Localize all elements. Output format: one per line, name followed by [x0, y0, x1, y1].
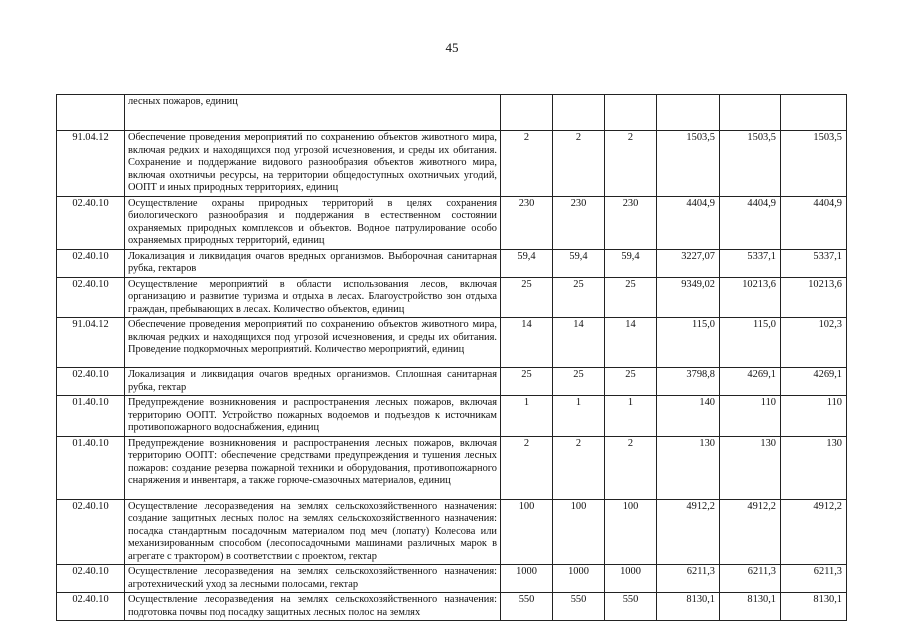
table-row: [57, 131, 847, 197]
row-value: [720, 95, 781, 131]
row-value: 2: [605, 131, 657, 197]
row-value: 5337,1: [720, 249, 781, 277]
table-row: [57, 249, 847, 277]
row-value: 14: [501, 318, 553, 368]
row-value: 230: [501, 196, 553, 249]
row-value: 110: [720, 396, 781, 437]
row-value: 115,0: [720, 318, 781, 368]
row-value: 4404,9: [657, 196, 720, 249]
table-row: [57, 368, 847, 396]
row-value: 1000: [501, 565, 553, 593]
row-value: 9349,02: [657, 277, 720, 318]
row-value: [605, 95, 657, 131]
row-code: 02.40.10: [57, 565, 125, 593]
row-value: 550: [605, 593, 657, 621]
row-value: 100: [605, 499, 657, 565]
table-row: [57, 396, 847, 437]
row-value: 140: [657, 396, 720, 437]
row-value: 4404,9: [781, 196, 847, 249]
row-value: 1503,5: [781, 131, 847, 197]
row-value: 25: [605, 277, 657, 318]
row-value: 100: [553, 499, 605, 565]
row-value: 6211,3: [720, 565, 781, 593]
table-row: [57, 565, 847, 593]
table-row: [57, 436, 847, 499]
table-row: [57, 196, 847, 249]
row-value: 3227,07: [657, 249, 720, 277]
row-value: 25: [501, 368, 553, 396]
row-description: Локализация и ликвидация очагов вредных организмов. Выборочная санитарная рубка, гектаров: [125, 249, 501, 277]
row-description: Обеспечение проведения мероприятий по сохранению объектов животного мира, включая редких и находящихся под угрозой исчезновения, и среды их обитания. Проведение подкормочных мероприятий. Количество мероприятий, единиц: [125, 318, 501, 368]
row-value: 1000: [605, 565, 657, 593]
row-description: Предупреждение возникновения и распространения лесных пожаров, включая территорию ООПТ: обеспечение средствами предупреждения и тушения лесных пожаров: создание резерва пожарной техники и оборудования, противопожарного снаряжения и инвентаря, а также горюче-смазочных материалов, единиц: [125, 436, 501, 499]
row-value: 14: [553, 318, 605, 368]
row-code: 01.40.10: [57, 436, 125, 499]
table-row: [57, 593, 847, 621]
row-value: 10213,6: [781, 277, 847, 318]
table-row: [57, 318, 847, 368]
row-description: Осуществление лесоразведения на землях сельскохозяйственного назначения: агротехнический уход за лесными полосами, гектар: [125, 565, 501, 593]
row-code: 02.40.10: [57, 196, 125, 249]
row-value: [781, 95, 847, 131]
row-value: 100: [501, 499, 553, 565]
row-code: 02.40.10: [57, 249, 125, 277]
row-code: 02.40.10: [57, 277, 125, 318]
table-row: [57, 277, 847, 318]
row-value: 8130,1: [657, 593, 720, 621]
row-value: 2: [553, 436, 605, 499]
row-value: 25: [553, 368, 605, 396]
row-code: 02.40.10: [57, 593, 125, 621]
row-code: 91.04.12: [57, 318, 125, 368]
row-value: [501, 95, 553, 131]
row-value: 59,4: [501, 249, 553, 277]
row-code: 91.04.12: [57, 131, 125, 197]
row-description: Осуществление лесоразведения на землях сельскохозяйственного назначения: создание защитных лесных полос на землях сельскохозяйственного назначения: посадка стандартным посадочным материалом под меч (лопату) Колесова или механизированным способом (лесопосадочными машинами различных марок в агрегате с трактором) в соответствии с проектом, гектар: [125, 499, 501, 565]
services-table: [56, 94, 847, 621]
row-value: 1: [605, 396, 657, 437]
row-description: Осуществление охраны природных территорий в целях сохранения биологического разнообразия и поддержания в естественном состоянии охраняемых природных комплексов и объектов. Водное патрулирование особо охраняемых природных территорий, единиц: [125, 196, 501, 249]
row-value: 102,3: [781, 318, 847, 368]
row-value: 1: [553, 396, 605, 437]
row-value: 1: [501, 396, 553, 437]
row-value: 59,4: [553, 249, 605, 277]
row-value: 2: [553, 131, 605, 197]
row-value: 4912,2: [781, 499, 847, 565]
row-description: Осуществление лесоразведения на землях сельскохозяйственного назначения: подготовка почвы под посадку защитных лесных полос на землях: [125, 593, 501, 621]
page-number: 45: [445, 40, 459, 55]
row-value: 8130,1: [781, 593, 847, 621]
row-value: 115,0: [657, 318, 720, 368]
row-value: 130: [657, 436, 720, 499]
row-value: 14: [605, 318, 657, 368]
row-code: 02.40.10: [57, 368, 125, 396]
row-value: 1503,5: [657, 131, 720, 197]
row-value: 550: [501, 593, 553, 621]
row-code: [57, 95, 125, 131]
row-value: [553, 95, 605, 131]
row-description: Локализация и ликвидация очагов вредных организмов. Сплошная санитарная рубка, гектар: [125, 368, 501, 396]
table-row: [57, 499, 847, 565]
row-value: 3798,8: [657, 368, 720, 396]
row-value: 130: [781, 436, 847, 499]
row-value: 2: [501, 131, 553, 197]
row-value: 230: [553, 196, 605, 249]
row-value: 8130,1: [720, 593, 781, 621]
row-value: 25: [553, 277, 605, 318]
row-value: 550: [553, 593, 605, 621]
row-description: Предупреждение возникновения и распространения лесных пожаров, включая территорию ООПТ. Устройство пожарных водоемов и подъездов к источникам противопожарного водоснабжения, единиц: [125, 396, 501, 437]
row-value: 6211,3: [781, 565, 847, 593]
row-value: [657, 95, 720, 131]
row-value: 1503,5: [720, 131, 781, 197]
row-value: 2: [605, 436, 657, 499]
row-code: 01.40.10: [57, 396, 125, 437]
row-value: 25: [501, 277, 553, 318]
row-description: лесных пожаров, единиц: [125, 95, 501, 131]
row-value: 59,4: [605, 249, 657, 277]
row-value: 4912,2: [657, 499, 720, 565]
row-value: 6211,3: [657, 565, 720, 593]
table-row: [57, 95, 847, 131]
row-value: 130: [720, 436, 781, 499]
row-value: 5337,1: [781, 249, 847, 277]
row-value: 4269,1: [781, 368, 847, 396]
row-code: 02.40.10: [57, 499, 125, 565]
row-value: 2: [501, 436, 553, 499]
row-description: Обеспечение проведения мероприятий по сохранению объектов животного мира, включая редких и находящихся под угрозой исчезновения, и среды их обитания. Сохранение и поддержание видового разнообразия объектов животного мира, включая охотничьи ресурсы, на территории общедоступных охотничьих угодий, ООПТ и иных природных территориях, единиц: [125, 131, 501, 197]
row-description: Осуществление мероприятий в области использования лесов, включая организацию и развитие туризма и отдыха в лесах. Благоустройство зон отдыха граждан, пребывающих в лесах. Количество объектов, единиц: [125, 277, 501, 318]
row-value: 110: [781, 396, 847, 437]
row-value: 25: [605, 368, 657, 396]
row-value: 4912,2: [720, 499, 781, 565]
row-value: 4404,9: [720, 196, 781, 249]
row-value: 4269,1: [720, 368, 781, 396]
row-value: 10213,6: [720, 277, 781, 318]
row-value: 230: [605, 196, 657, 249]
row-value: 1000: [553, 565, 605, 593]
